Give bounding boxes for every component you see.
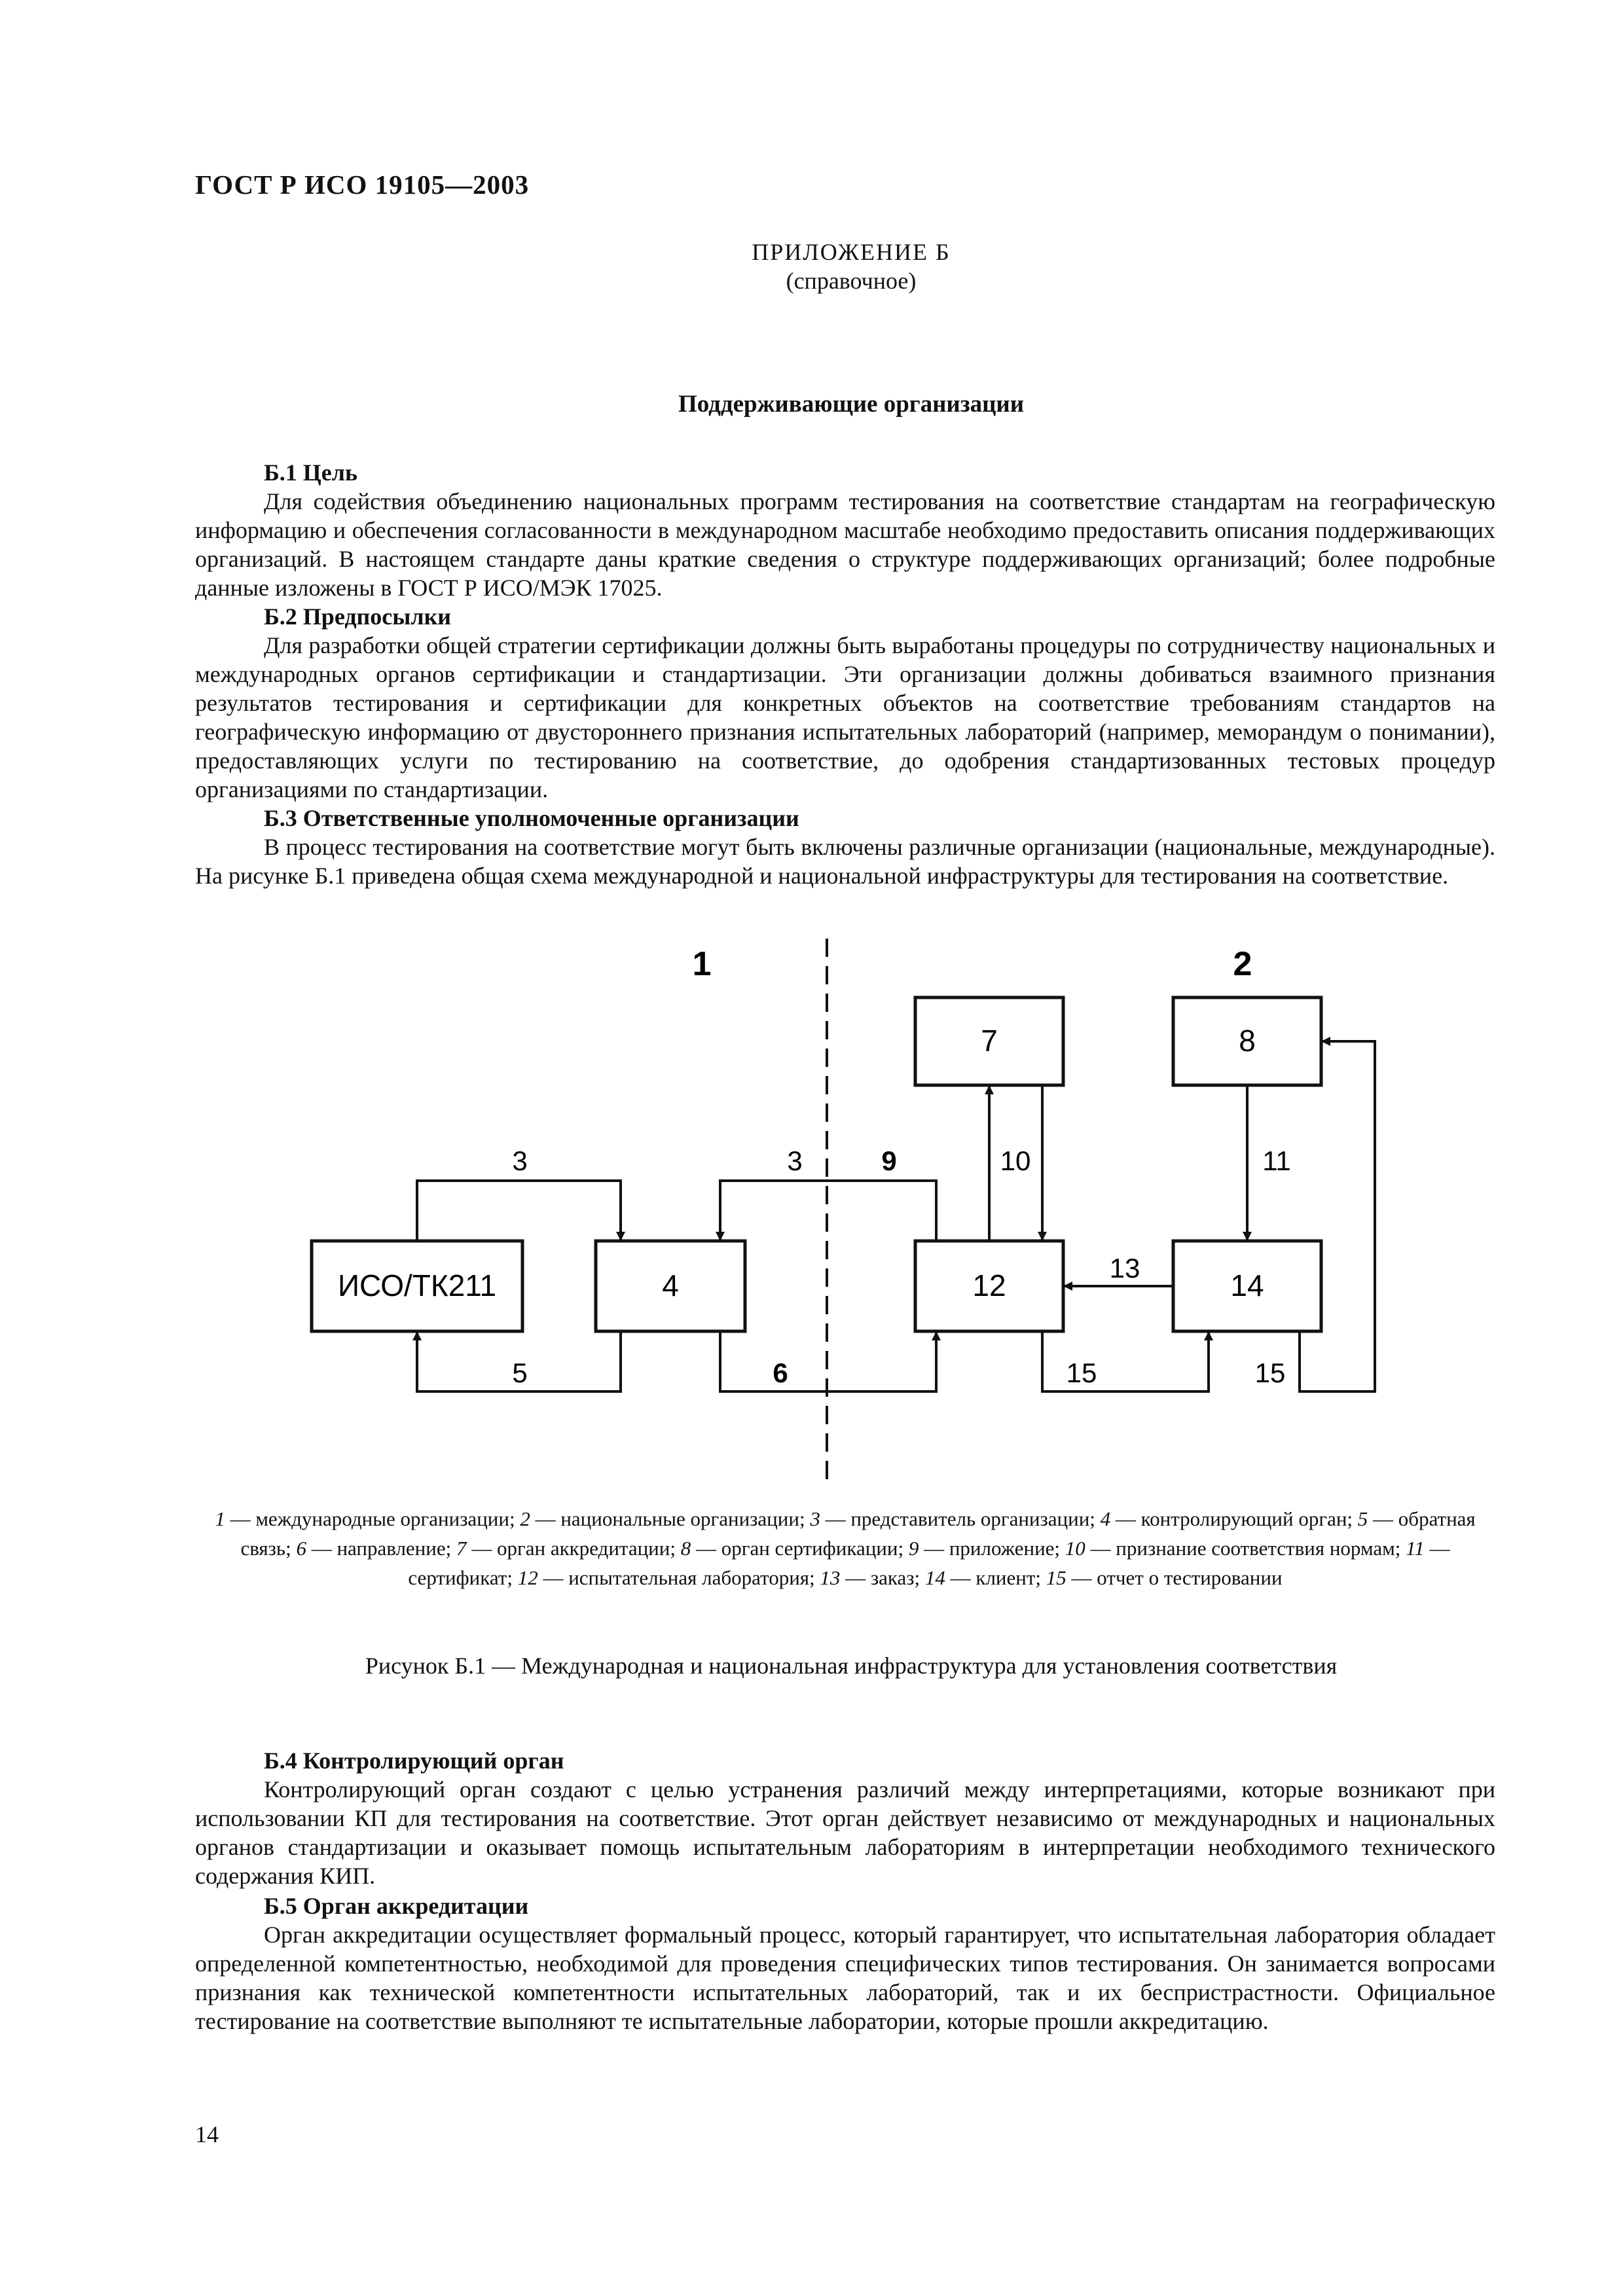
section-b5-heading: Б.5 Орган аккредитации: [264, 1893, 529, 1919]
section-b4-heading: Б.4 Контролирующий орган: [264, 1748, 564, 1774]
box-8-label: 8: [1239, 1024, 1256, 1058]
appendix-subtitle: (справочное): [786, 268, 917, 294]
box-12: [915, 1241, 1063, 1331]
legend-item: 3 — представитель организации;: [810, 1507, 1101, 1530]
arrow-label-9: 9: [881, 1145, 897, 1176]
box-iso-tc211: [312, 1241, 522, 1331]
box-7: [915, 997, 1063, 1085]
legend-item: 14 — клиент;: [924, 1566, 1046, 1589]
legend-item: 9 — приложение;: [908, 1537, 1065, 1560]
box-4-label: 4: [662, 1268, 679, 1302]
legend-item: 10 — признание соответствия нормам;: [1065, 1537, 1406, 1560]
infrastructure-diagram: [288, 929, 1414, 1492]
section-b2-text: Для разработки общей стратегии сертификации должны быть выработаны процедуры по сотрудничеству национальных и международных органов сертификации и стандартизации. Эти организации должны добиваться взаимного признания результатов тестирования и сертификации для конкретных объектов на соответствие требованиям стандартов на географическую информацию от двустороннего признания испытательных лабораторий (например, меморандум о понимании), предоставляющих услуги по тестированию на соответствие, до одобрения стандартизованных тестовых процедур организациями по стандартизации.: [195, 632, 1495, 802]
section-b3-heading: Б.3 Ответственные уполномоченные организации: [264, 805, 799, 831]
legend-item: 7 — орган аккредитации;: [456, 1537, 681, 1560]
section-b2-heading: Б.2 Предпосылки: [264, 603, 452, 630]
section-b3: [195, 804, 1495, 890]
arrow-label-10: 10: [1000, 1145, 1031, 1176]
box-14-label: 14: [1230, 1268, 1264, 1302]
arrow-label-3b: 3: [787, 1145, 803, 1176]
legend-item: 5 — обратная связь;: [240, 1507, 1476, 1560]
figure-legend: [195, 1504, 1495, 1592]
region-label-international: 1: [692, 945, 712, 983]
legend-item: 4 — контролирующий орган;: [1100, 1507, 1358, 1530]
section-b5-text: Орган аккредитации осуществляет формальный процесс, который гарантирует, что испытательная лаборатория обладает определенной компетентностью, необходимой для проведения специфических типов тестирования. Он занимается вопросами признания как технической компетентности испытательных лабораторий, так и их беспристрастности. Официальное тестирование на соответствие выполняют те испытательные лаборатории, которые прошли аккредитацию.: [195, 1922, 1495, 2034]
document-header: ГОСТ Р ИСО 19105—2003: [195, 170, 530, 200]
section-b4: [195, 1746, 1495, 1890]
legend-item: 13 — заказ;: [820, 1566, 925, 1589]
figure-caption: Рисунок Б.1 — Международная и национальная инфраструктура для установления соответствия: [365, 1653, 1338, 1679]
legend-item: 1 — международные организации;: [215, 1507, 520, 1530]
arrow-15-14-to-8: [1300, 1041, 1375, 1391]
region-label-national: 2: [1233, 945, 1252, 983]
section-b1-heading: Б.1 Цель: [264, 459, 358, 486]
legend-item: 15 — отчет о тестировании: [1046, 1566, 1283, 1589]
arrow-label-5: 5: [512, 1357, 528, 1388]
appendix-title: ПРИЛОЖЕНИЕ Б: [752, 239, 951, 265]
section-b3-text: В процесс тестирования на соответствие могут быть включены различные организации (национальные, международные). На рисунке Б.1 приведена общая схема международной и национальной инфраструктуры для тестирования на соответствие.: [195, 834, 1495, 889]
page-number: 14: [195, 2121, 219, 2147]
box-8: [1173, 997, 1321, 1085]
arrow-label-13: 13: [1109, 1253, 1140, 1283]
box-14: [1173, 1241, 1321, 1331]
legend-item: 2 — национальные организации;: [520, 1507, 811, 1530]
box-7-label: 7: [981, 1024, 998, 1058]
box-iso-tc211-label: ИСО/ТК211: [337, 1268, 497, 1302]
legend-item: 12 — испытательная лаборатория;: [517, 1566, 820, 1589]
section-b4-text: Контролирующий орган создают с целью устранения различий между интерпретациями, которые возникают при использовании КП для тестирования на соответствие. Этот орган действует независимо от международных и национальных органов стандартизации и оказывает помощь испытательным лабораториям в интерпретации необходимого технического содержания КИП.: [195, 1776, 1495, 1889]
arrow-label-6: 6: [773, 1357, 788, 1388]
arrow-3-iso-to-4: [417, 1181, 621, 1241]
arrow-label-11: 11: [1262, 1145, 1291, 1176]
arrow-label-15b: 15: [1254, 1357, 1286, 1388]
section-b1: [195, 458, 1495, 602]
section-b5: [195, 1892, 1495, 2036]
main-title: Поддерживающие организации: [678, 391, 1025, 418]
box-4: [596, 1241, 745, 1331]
legend-item: 6 — направление;: [296, 1537, 456, 1560]
legend-item: 8 — орган сертификации;: [680, 1537, 909, 1560]
section-b2: [195, 602, 1495, 804]
arrow-label-3a: 3: [512, 1145, 528, 1176]
box-12-label: 12: [972, 1268, 1006, 1302]
legend-item: 11 — сертификат;: [408, 1537, 1450, 1589]
arrow-label-15a: 15: [1066, 1357, 1097, 1388]
section-b1-text: Для содействия объединению национальных программ тестирования на соответствие стандартам на географическую информацию и обеспечения согласованности в международном масштабе необходимо предоставить описания поддерживающих организаций. В настоящем стандарте даны краткие сведения о структуре поддерживающих организаций; более подробные данные изложены в ГОСТ Р ИСО/МЭК 17025.: [195, 488, 1495, 601]
